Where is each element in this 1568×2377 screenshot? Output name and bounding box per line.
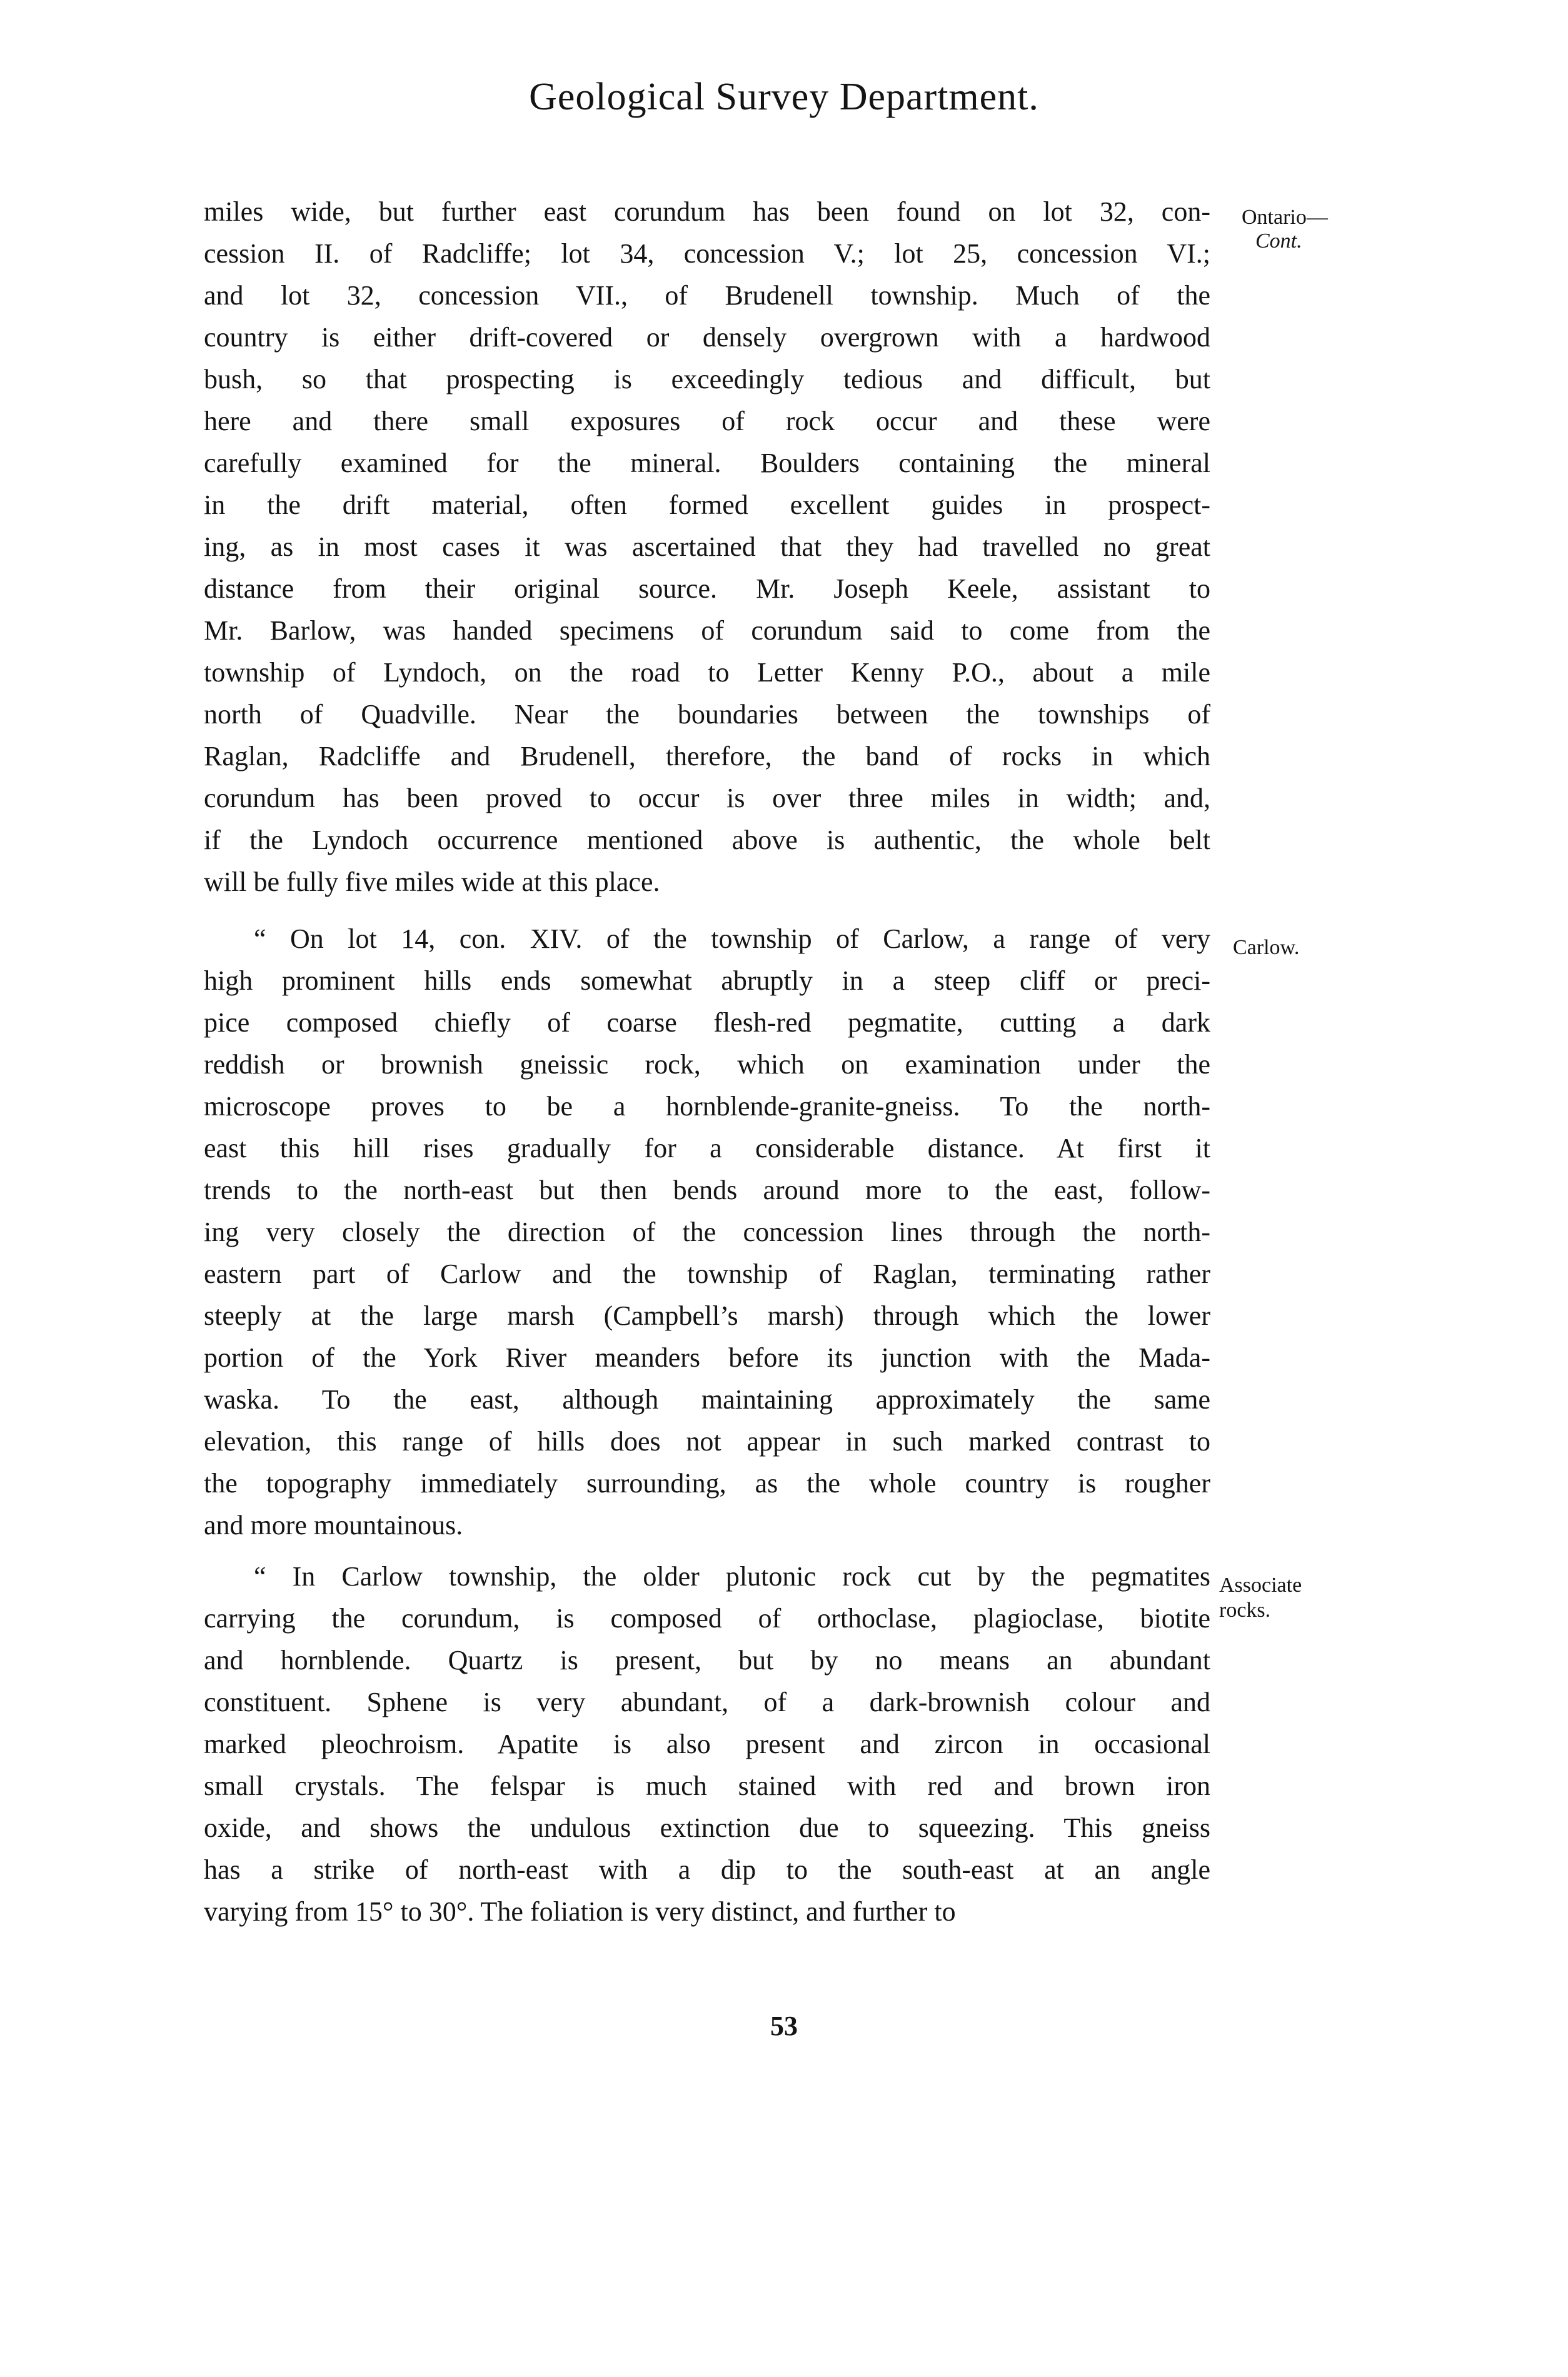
paragraph-3 <box>204 1555 1210 1932</box>
sidenote-carlow: Carlow. <box>1233 936 1300 959</box>
text-line: trends to the north-east but then bends around more to the east, follow- <box>204 1175 1210 1205</box>
text-line: if the Lyndoch occurrence mentioned above is authentic, the whole belt <box>204 825 1210 855</box>
text-line: “ In Carlow township, the older plutonic rock cut by the pegmatites <box>254 1561 1210 1592</box>
text-line: the topography immediately surrounding, as the whole country is rougher <box>204 1468 1210 1499</box>
text-line: marked pleochroism. Apatite is also present and zircon in occasional <box>204 1729 1210 1759</box>
text-line: corundum has been proved to occur is over three miles in width; and, <box>204 783 1210 813</box>
sidenote-rocks: rocks. <box>1219 1599 1271 1622</box>
text-line: has a strike of north-east with a dip to the south-east at an angle <box>204 1854 1210 1885</box>
text-line: and more mountainous. <box>204 1510 463 1540</box>
text-line: steeply at the large marsh (Campbell’s marsh) through which the lower <box>204 1300 1210 1331</box>
text-line: oxide, and shows the undulous extinction due to squeezing. This gneiss <box>204 1812 1210 1843</box>
text-line: east this hill rises gradually for a considerable distance. At first it <box>204 1133 1210 1163</box>
sidenote-associate: Associate <box>1219 1574 1302 1597</box>
sidenote-ontario: Ontario— <box>1242 206 1328 229</box>
text-line: small crystals. The felspar is much stained with red and brown iron <box>204 1771 1210 1801</box>
text-line: pice composed chiefly of coarse flesh-red pegmatite, cutting a dark <box>204 1007 1210 1038</box>
text-line: high prominent hills ends somewhat abruptly in a steep cliff or preci- <box>204 965 1210 996</box>
text-line: bush, so that prospecting is exceedingly tedious and difficult, but <box>204 364 1210 394</box>
text-line: ing very closely the direction of the concession lines through the north- <box>204 1217 1210 1247</box>
text-line: carrying the corundum, is composed of orthoclase, plagioclase, biotite <box>204 1603 1210 1634</box>
text-line: cession II. of Radcliffe; lot 34, concession V.; lot 25, concession VI.; <box>204 238 1210 269</box>
text-line: reddish or brownish gneissic rock, which on examination under the <box>204 1049 1210 1080</box>
text-line: microscope proves to be a hornblende-granite-gneiss. To the north- <box>204 1091 1210 1122</box>
text-line: and lot 32, concession VII., of Brudenell township. Much of the <box>204 280 1210 311</box>
text-line: carefully examined for the mineral. Boulders containing the mineral <box>204 448 1210 478</box>
page-number: 53 <box>770 2011 798 2041</box>
text-line: Mr. Barlow, was handed specimens of corundum said to come from the <box>204 615 1210 646</box>
paragraph-2 <box>204 918 1210 1546</box>
text-line: here and there small exposures of rock occur and these were <box>204 406 1210 436</box>
text-line: elevation, this range of hills does not appear in such marked contrast to <box>204 1426 1210 1457</box>
text-line: country is either drift-covered or densely overgrown with a hardwood <box>204 322 1210 353</box>
text-line: township of Lyndoch, on the road to Letter Kenny P.O., about a mile <box>204 657 1210 688</box>
paragraph-1 <box>204 191 1210 903</box>
running-header: Geological Survey Department. <box>529 76 1039 118</box>
text-line: ing, as in most cases it was ascertained that they had travelled no great <box>204 531 1210 562</box>
text-line: in the drift material, often formed excellent guides in prospect- <box>204 490 1210 520</box>
text-line: distance from their original source. Mr. Joseph Keele, assistant to <box>204 573 1210 604</box>
text-line: miles wide, but further east corundum has been found on lot 32, con- <box>204 196 1210 227</box>
text-line: “ On lot 14, con. XIV. of the township of Carlow, a range of very <box>254 923 1210 954</box>
text-line: portion of the York River meanders before its junction with the Mada- <box>204 1342 1210 1373</box>
text-line: constituent. Sphene is very abundant, of a dark-brownish colour and <box>204 1687 1210 1717</box>
text-line: eastern part of Carlow and the township of Raglan, terminating rather <box>204 1259 1210 1289</box>
text-line: and hornblende. Quartz is present, but by no means an abundant <box>204 1645 1210 1676</box>
text-line: will be fully five miles wide at this place. <box>204 867 660 897</box>
text-line: Raglan, Radcliffe and Brudenell, therefore, the band of rocks in which <box>204 741 1210 771</box>
text-line: north of Quadville. Near the boundaries between the townships of <box>204 699 1210 730</box>
text-line: varying from 15° to 30°. The foliation is very distinct, and further to <box>204 1896 956 1927</box>
text-line: waska. To the east, although maintaining approximately the same <box>204 1384 1210 1415</box>
sidenote-cont: Cont. <box>1255 229 1302 253</box>
